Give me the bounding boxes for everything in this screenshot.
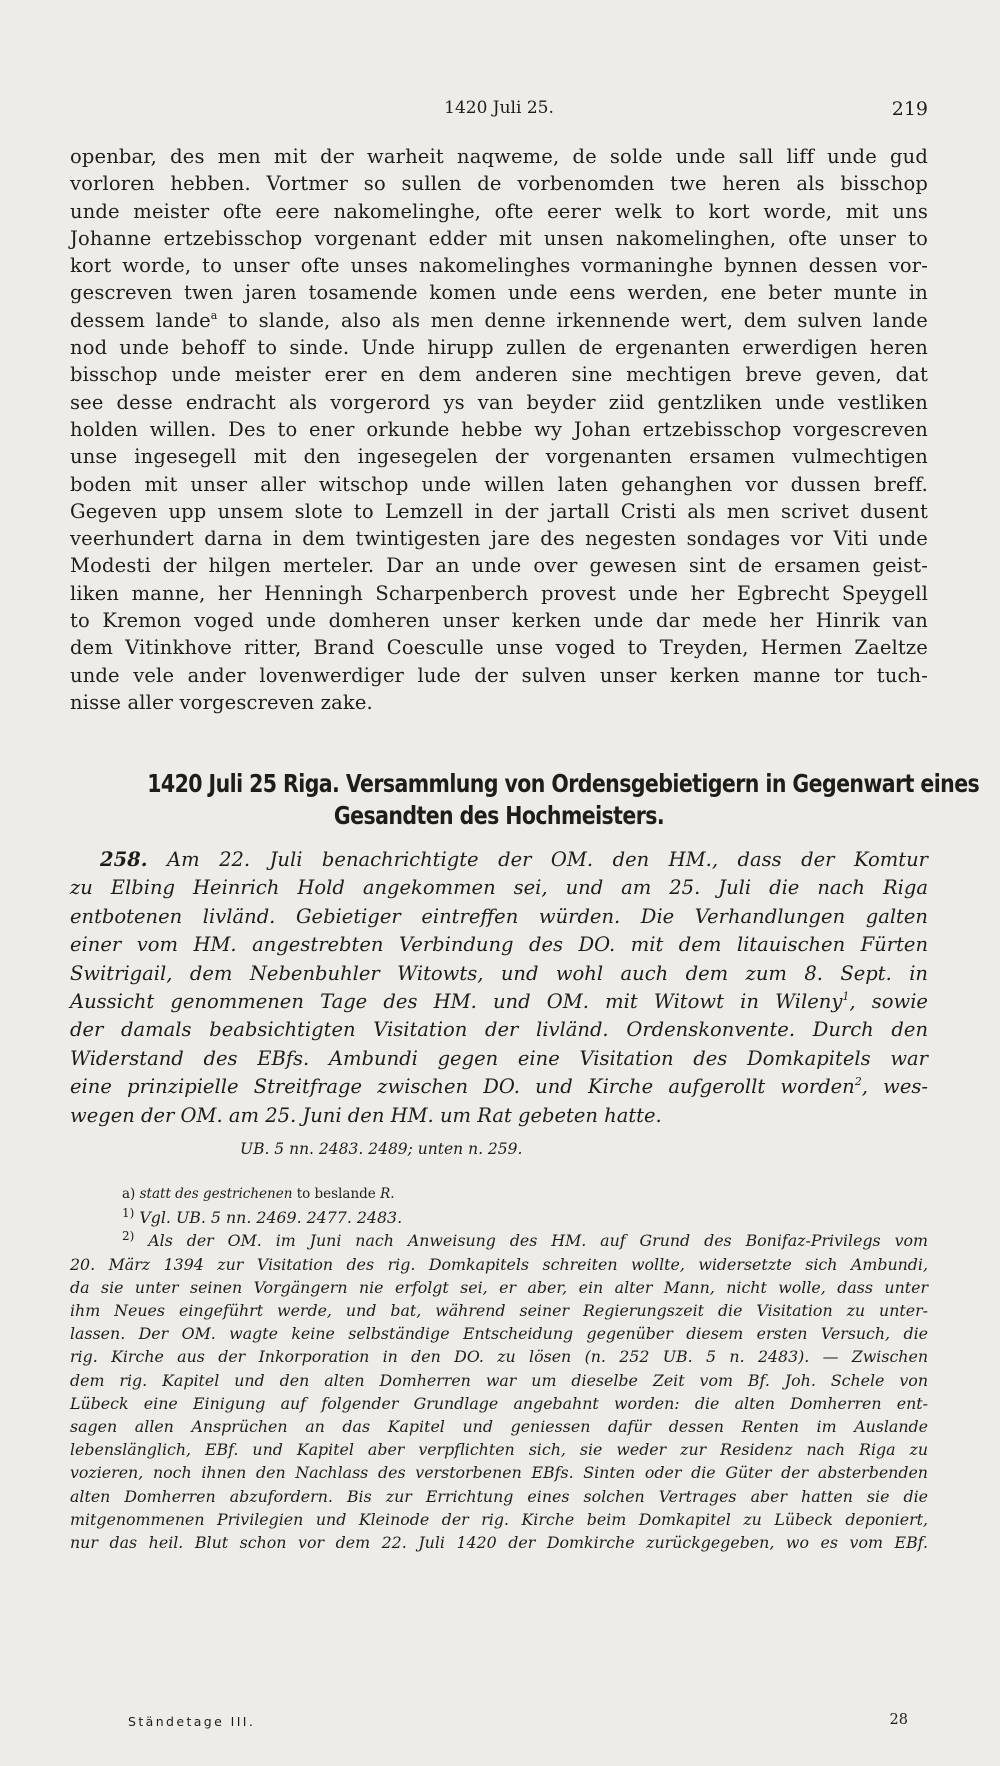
footnote-line: Lübeck eine Einigung auf folgender Grundlage angebahnt worden: die alten Domherren ent-: [70, 1393, 928, 1413]
text-fragment: R.: [380, 1186, 395, 1202]
page-number: 219: [891, 98, 928, 120]
text-fragment: Als der OM. im Juni nach Anweisung des HM. auf Grund des Bonifaz-Privilegs vom: [134, 1231, 928, 1251]
text-line: Modesti der hilgen merteler. Dar an unde over gewesen sint de ersamen geist-: [70, 554, 928, 578]
text-fragment: Aussicht genommenen Tage des HM. und OM. mit Witowt in Wileny: [70, 990, 843, 1014]
text-line: openbar, des men mit der warheit naqweme, de solde unde sall liff unde gud: [70, 145, 928, 168]
footnote-label: 1): [122, 1206, 135, 1221]
footnote-marker-1: 1: [842, 990, 850, 1004]
text-line: dem Vitinkhove ritter, Brand Coesculle unse voged to Treyden, Hermen Zaeltze: [70, 636, 928, 660]
footnote-line: rig. Kirche aus der Inkorporation in den DO. zu lösen (n. 252 UB. 5 n. 2483). — Zwischen: [70, 1347, 928, 1367]
source-references: UB. 5 nn. 2483. 2489; unten n. 259.: [240, 1140, 523, 1158]
text-line: vorloren hebben. Vortmer so sullen de vorbenomden twe heren als bisschop: [70, 172, 928, 196]
regest-summary: [70, 846, 928, 1130]
footnote-line: mitgenommenen Privilegien und Kleinode der rig. Kirche beim Domkapitel zu Lübeck deponiert,: [70, 1509, 928, 1529]
regest-line: entbotenen livländ. Gebietiger eintreffen würden. Die Verhandlungen galten: [70, 904, 928, 928]
footnotes: [70, 1183, 928, 1554]
text-line: boden mit unser aller witschop unde willen laten gehanghen vor dussen breff.: [70, 472, 928, 496]
footnote-1: [70, 1206, 928, 1229]
text-fragment: to beslande: [292, 1186, 381, 1202]
text-line: unse ingesegell mit den ingesegelen der vorgenanten ersamen vulmechtigen: [70, 445, 928, 469]
footnote-line: lassen. Der OM. wagte keine selbständige Entscheidung gegenüber diesem ersten Versuch, die: [70, 1324, 928, 1344]
regest-line: wegen der OM. am 25. Juni den HM. um Rat gebeten hatte.: [70, 1103, 662, 1127]
footnote-line: alten Domherren abzufordern. Bis zur Errichtung eines solchen Vertrages aber hatten sie die: [70, 1486, 928, 1506]
text-line: see desse endracht als vorgerord ys van beyder ziid gentzliken unde vestliken: [70, 390, 928, 414]
footnote-line: ihm Neues eingeführt werde, und bat, während seiner Regierungszeit die Visitation zu unter-: [70, 1301, 928, 1321]
document-body-text: [70, 143, 928, 716]
sheet-number: 28: [889, 1712, 908, 1728]
footnote-line: vozieren, noch ihnen den Nachlass des verstorbenen EBfs. Sinten oder die Güter der absterbenden: [70, 1463, 928, 1483]
regest-line: [70, 846, 928, 874]
regest-line: der damals beabsichtigten Visitation der livländ. Ordenskonvente. Durch den: [70, 1018, 928, 1042]
footnote-line: dem rig. Kapitel und den alten Domherren war um dieselbe Zeit vom Bf. Joh. Schele von: [70, 1370, 928, 1390]
text-line: bisschop unde meister erer en dem anderen sine mechtigen breve geven, dat: [70, 363, 928, 387]
text-fragment: eine prinzipielle Streitfrage zwischen DO. und Kirche aufgerollt worden: [70, 1075, 855, 1099]
footnote-marker-a: a: [210, 308, 218, 322]
footnote-line: 20. März 1394 zur Visitation des rig. Domkapitels schreiten wollte, widersetzte sich Ambundi,: [70, 1254, 928, 1274]
footnote-line: da sie unter seinen Vorgängern nie erfolgt sei, er aber, ein alter Mann, nicht wolle, dass unter: [70, 1277, 928, 1297]
heading-line: Gesandten des Hochmeisters.: [333, 801, 665, 830]
footnote-line: [70, 1229, 928, 1252]
text-line: liken manne, her Henningh Scharpenberch provest unde her Egbrecht Speygell: [70, 581, 928, 605]
regest-line: Switrigail, dem Nebenbuhler Witowts, und wohl auch dem zum 8. Sept. in: [70, 961, 928, 985]
text-line: unde meister ofte eere nakomelinghe, ofte eerer welk to kort worde, mit uns: [70, 199, 928, 223]
regest-line: zu Elbing Heinrich Hold angekommen sei, und am 25. Juli die nach Riga: [70, 876, 928, 900]
regest-line: [70, 1073, 928, 1101]
footnote-marker-2: 2: [854, 1075, 862, 1089]
text-line: nisse aller vorgescreven zake.: [70, 690, 373, 714]
text-line: Gegeven upp unsem slote to Lemzell in der jartall Cristi als men scrivet dusent: [70, 499, 928, 523]
text-line: holden willen. Des to ener orkunde hebbe wy Johan ertzebisschop vorgescreven: [70, 417, 928, 441]
text-fragment: dessem lande: [70, 308, 211, 332]
text-line: veerhundert darna in dem twintigesten jare des negesten sondages vor Viti unde: [70, 527, 928, 551]
text-line: to Kremon voged unde domheren unser kerken unde dar mede her Hinrik van: [70, 609, 928, 633]
running-head: [70, 98, 928, 128]
header-date: 1420 Juli 25.: [444, 98, 554, 118]
footnote-line: nur das heil. Blut schon vor dem 22. Juli 1420 der Domkirche zurückgegeben, wo es vom EBf.: [70, 1533, 928, 1553]
document-number: 258.: [100, 848, 148, 871]
page-footer: [128, 1712, 908, 1736]
text-line-with-footnote: [70, 307, 928, 334]
text-fragment: Am 22. Juli benachrichtigte der OM. den HM., dass der Komtur: [147, 848, 928, 871]
text-line: gescreven twen jaren tosamende komen unde eens werden, ene beter munte in: [70, 281, 928, 305]
footnote-2: [70, 1229, 928, 1554]
text-fragment: , wes-: [861, 1075, 928, 1099]
footnote-line: sagen allen Ansprüchen an das Kapitel und geniessen dafür dessen Renten im Auslande: [70, 1417, 928, 1437]
text-fragment: to slande, also als men denne irkennende wert, dem sulven lande: [217, 308, 928, 332]
heading-line: 1420 Juli 25 Riga. Versammlung von Ordensgebietigern in Gegenwart eines: [147, 769, 980, 798]
text-fragment: , sowie: [849, 990, 928, 1014]
regest-line: Widerstand des EBfs. Ambundi gegen eine Visitation des Domkapitels war: [70, 1046, 928, 1070]
text-fragment: Vgl. UB. 5 nn. 2469. 2477. 2483.: [134, 1208, 403, 1228]
text-line: Johanne ertzebisschop vorgenant edder mit unsen nakomelinghen, ofte unser to: [70, 226, 928, 250]
footnote-label: 2): [122, 1229, 135, 1244]
footnote-line: lebenslänglich, EBf. und Kapitel aber verpflichten sich, sie weder zur Residenz nach Riga zu: [70, 1440, 928, 1460]
regest-line: einer vom HM. angestrebten Verbindung des DO. mit dem litauischen Fürten: [70, 933, 928, 957]
text-line: nod unde behoff to sinde. Unde hirupp zullen de ergenanten erwerdigen heren: [70, 336, 928, 360]
print-signature: Ständetage III.: [128, 1714, 256, 1729]
text-fragment: statt des gestrichenen: [139, 1186, 293, 1202]
footnote-a: [70, 1183, 928, 1206]
footnote-label: a): [122, 1186, 136, 1202]
section-heading: [147, 768, 980, 832]
regest-line: [70, 988, 928, 1016]
text-line: unde vele ander lovenwerdiger lude der sulven unser kerken manne tor tuch-: [70, 663, 928, 687]
text-line: kort worde, to unser ofte unses nakomelinghes vormaninghe bynnen dessen vor-: [70, 254, 928, 278]
